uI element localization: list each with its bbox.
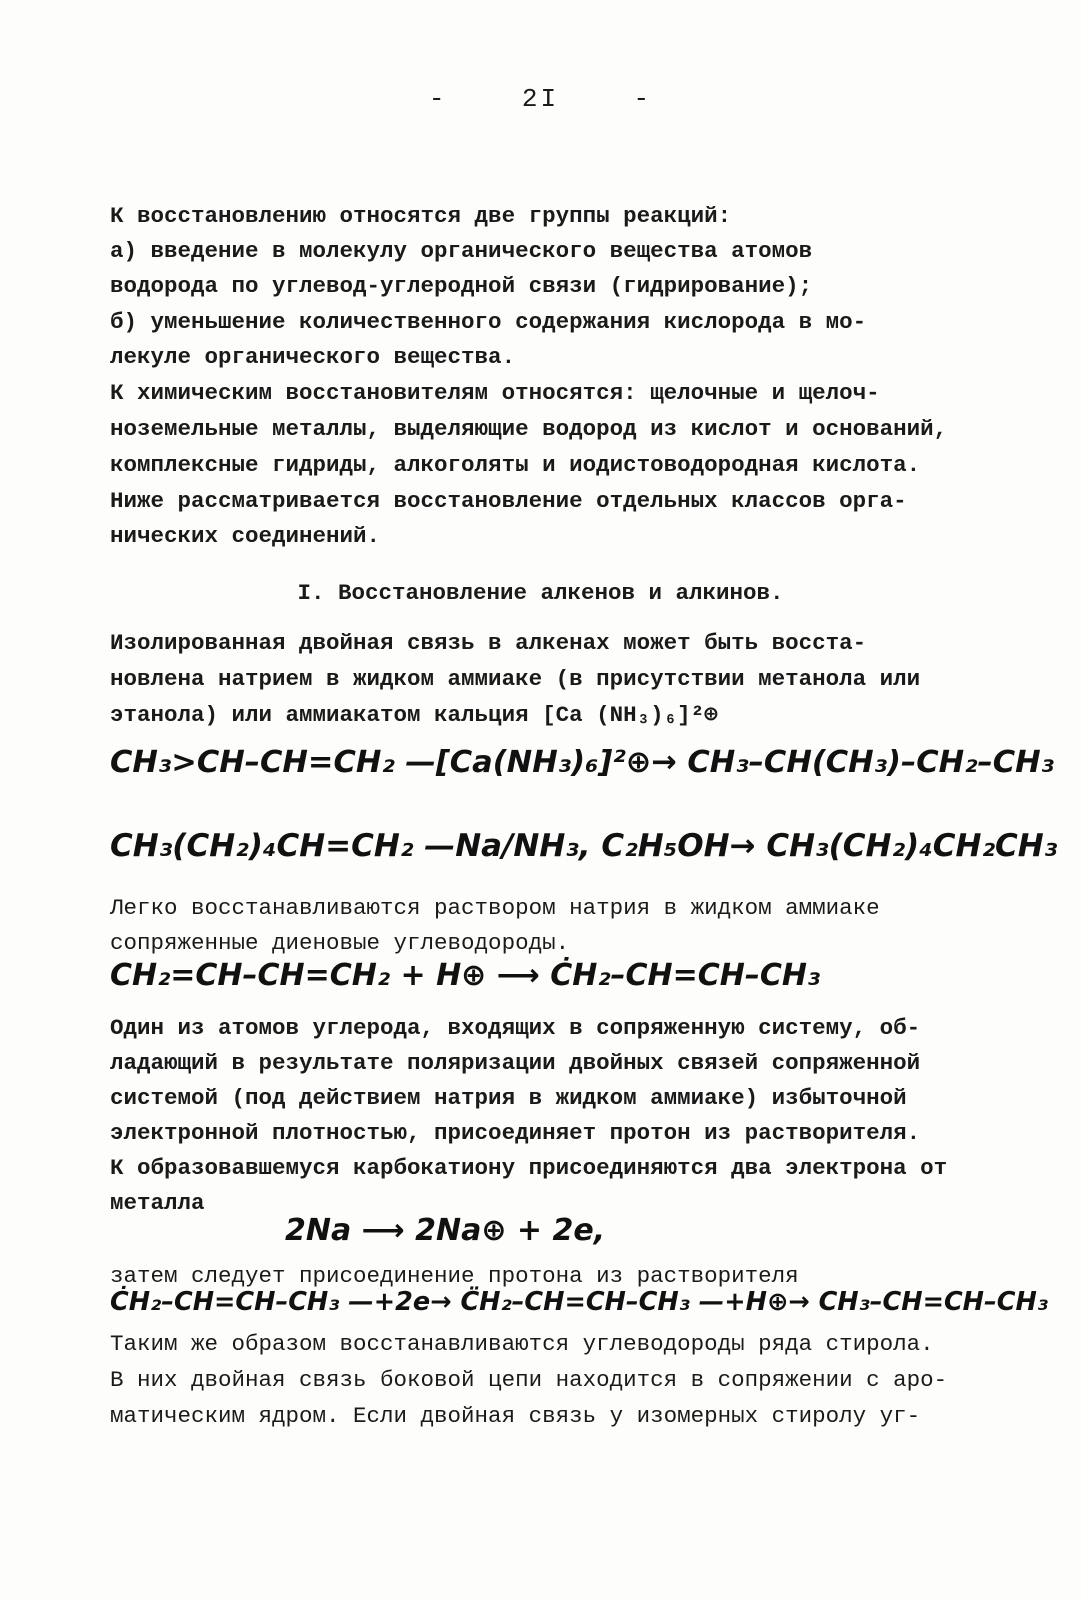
- paragraph-line: металла: [110, 1190, 205, 1216]
- paragraph-line: электронной плотностью, присоединяет протон из растворителя.: [110, 1120, 921, 1146]
- paragraph-line: К образовавшемуся карбокатиону присоединяются два электрона от: [110, 1155, 948, 1181]
- paragraph-line: новлена натрием в жидком аммиаке (в присутствии метанола или: [110, 666, 921, 692]
- paragraph-line: лекуле органического вещества.: [110, 344, 516, 370]
- paragraph-line: сопряженные диеновые углеводороды.: [110, 930, 570, 956]
- page-number: - 2I -: [428, 84, 653, 114]
- section-heading: I. Восстановление алкенов и алкинов.: [297, 580, 784, 606]
- paragraph-line: Изолированная двойная связь в алкенах может быть восста-: [110, 630, 867, 656]
- reaction-formula-2: CH₃(CH₂)₄CH=CH₂ —Na/NH₃, C₂H₅OH→ CH₃(CH₂)₄CH₂CH₃: [110, 828, 1058, 864]
- reaction-formula-3: CH₂=CH–CH=CH₂ + H⊕ ⟶ ĊH₂–CH=CH–CH₃: [110, 958, 821, 993]
- reaction-formula-1: CH₃>CH–CH=CH₂ —[Ca(NH₃)₆]²⊕→ CH₃–CH(CH₃)–CH₂–CH₃: [110, 745, 1055, 780]
- paragraph-line: системой (под действием натрия в жидком аммиаке) избыточной: [110, 1085, 907, 1111]
- paragraph-line: ладающий в результате поляризации двойных связей сопряженной: [110, 1050, 921, 1076]
- paragraph-line: водорода по углевод-углеродной связи (гидрирование);: [110, 273, 813, 299]
- paragraph-line: Ниже рассматривается восстановление отдельных классов орга-: [110, 488, 907, 514]
- paragraph-line: К химическим восстановителям относятся: щелочные и щелоч-: [110, 380, 880, 406]
- paragraph-line: Легко восстанавливаются раствором натрия в жидком аммиаке: [110, 895, 880, 921]
- paragraph-line: затем следует присоединение протона из растворителя: [110, 1263, 799, 1289]
- paragraph-line: К восстановлению относятся две группы реакций:: [110, 203, 732, 229]
- paragraph-line: В них двойная связь боковой цепи находится в сопряжении с аро-: [110, 1367, 948, 1393]
- paragraph-line: этанола) или аммиакатом кальция [Ca (NH₃)₆]²⊕: [110, 702, 718, 728]
- paragraph-line: нических соединений.: [110, 523, 381, 549]
- paragraph-line: Таким же образом восстанавливаются углеводороды ряда стирола.: [110, 1331, 934, 1357]
- paragraph-line: комплексные гидриды, алкоголяты и иодистоводородная кислота.: [110, 452, 921, 478]
- reaction-formula-5: ĊH₂–CH=CH–CH₃ —+2e→ C̈H₂–CH=CH–CH₃ —+H⊕→ CH₃–CH=CH–CH₃: [110, 1287, 1048, 1317]
- paragraph-line: Один из атомов углерода, входящих в сопряженную систему, об-: [110, 1015, 921, 1041]
- paragraph-line: матическим ядром. Если двойная связь у изомерных стиролу уг-: [110, 1403, 921, 1429]
- paragraph-line: а) введение в молекулу органического вещества атомов: [110, 238, 813, 264]
- paragraph-line: ноземельные металлы, выделяющие водород из кислот и оснований,: [110, 416, 948, 442]
- paragraph-line: б) уменьшение количественного содержания кислорода в мо-: [110, 309, 867, 335]
- reaction-formula-4: 2Na ⟶ 2Na⊕ + 2e,: [285, 1213, 606, 1248]
